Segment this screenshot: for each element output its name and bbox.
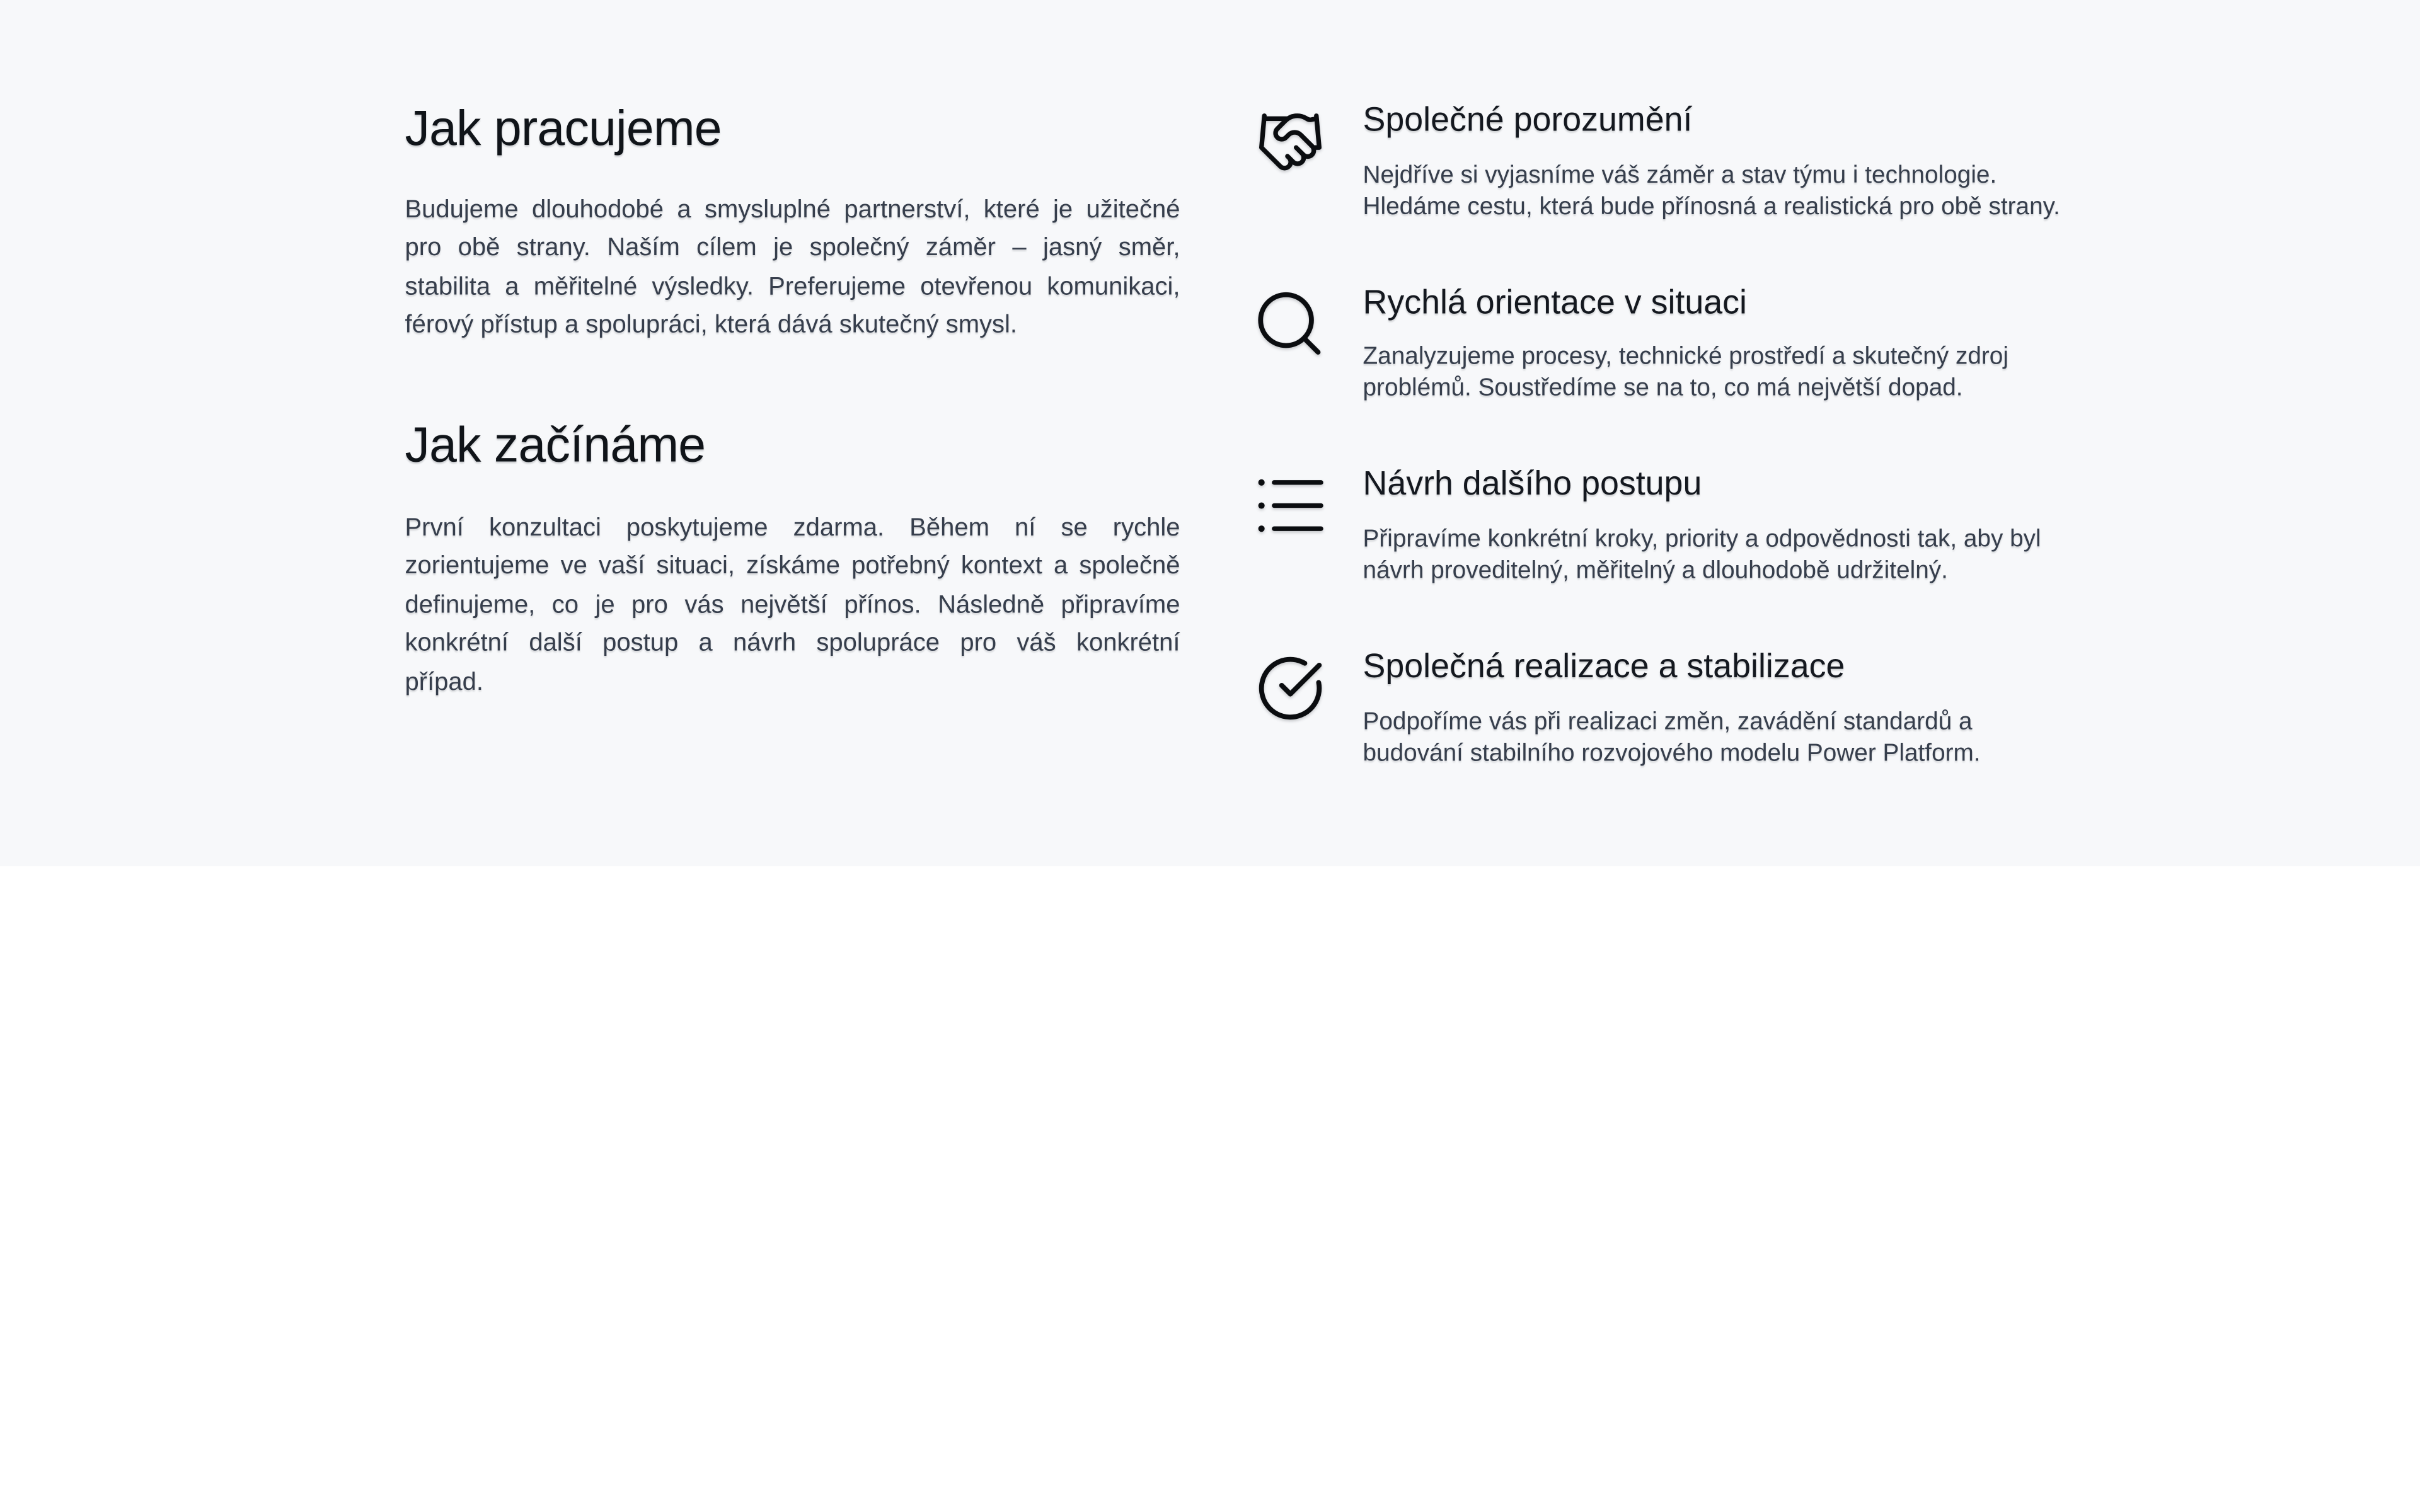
empty-white-area: [0, 866, 2420, 1512]
feature-content: [1363, 282, 2008, 405]
section-heading-how-we-work: Jak pracujeme: [405, 99, 722, 156]
text-line: Hledáme cestu, která bude přínosná a realistická pro obě strany.: [1363, 193, 2060, 220]
feature-description: [1363, 160, 2060, 223]
feature-item-realization-stabilization: [1256, 646, 1981, 769]
list-icon: [1256, 471, 1325, 541]
handshake-icon: [1256, 107, 1325, 176]
search-icon: [1256, 289, 1325, 358]
feature-item-mutual-understanding: [1256, 100, 2060, 223]
feature-description: [1363, 524, 2041, 587]
check-circle-icon: [1256, 654, 1325, 723]
text-line: Budujeme dlouhodobé a smysluplné partnerství, které je užitečné: [405, 197, 1180, 224]
feature-title: Společná realizace a stabilizace: [1363, 647, 1845, 685]
feature-description: [1363, 706, 1981, 769]
feature-content: [1363, 464, 2041, 587]
paragraph-how-we-work: [405, 192, 1180, 346]
feature-title: Společné porozumění: [1363, 101, 1693, 139]
text-line: budování stabilního rozvojového modelu Power Platform.: [1363, 739, 1981, 767]
feature-title: Rychlá orientace v situaci: [1363, 283, 1747, 321]
text-line: Podpoříme vás při realizaci změn, zavádění standardů a: [1363, 707, 1973, 735]
text-line: pro obě strany. Naším cílem je společný záměr – jasný směr,: [405, 235, 1180, 263]
text-line: Zanalyzujeme procesy, technické prostředí a skutečný zdroj: [1363, 343, 2008, 370]
text-line: Nejdříve si vyjasníme váš záměr a stav týmu i technologie.: [1363, 161, 1997, 188]
text-line: Připravíme konkrétní kroky, priority a odpovědnosti tak, aby byl: [1363, 525, 2041, 553]
feature-description: [1363, 342, 2008, 405]
text-line: definujeme, co je pro vás největší přínos. Následně připravíme: [405, 592, 1180, 619]
feature-item-next-steps-proposal: [1256, 464, 2041, 587]
text-line: zorientujeme ve vaší situaci, získáme potřebný kontext a společně: [405, 553, 1180, 581]
feature-content: [1363, 100, 2060, 223]
paragraph-how-we-start: [405, 510, 1180, 702]
feature-title: Návrh dalšího postupu: [1363, 465, 1702, 503]
text-line: férový přístup a spolupráci, která dává skutečný smysl.: [405, 312, 1018, 340]
text-line: konkrétní další postup a návrh spolupráce pro váš konkrétní: [405, 630, 1180, 658]
feature-item-quick-orientation: [1256, 282, 2008, 405]
section-heading-how-we-start: Jak začínáme: [405, 416, 706, 472]
text-line: návrh proveditelný, měřitelný a dlouhodobě udržitelný.: [1363, 557, 1948, 585]
text-line: problémů. Soustředíme se na to, co má největší dopad.: [1363, 375, 1963, 402]
text-line: stabilita a měřitelné výsledky. Preferujeme otevřenou komunikaci,: [405, 273, 1180, 301]
text-line: případ.: [405, 668, 484, 696]
feature-content: [1363, 646, 1981, 769]
text-line: První konzultaci poskytujeme zdarma. Během ní se rychle: [405, 515, 1180, 542]
